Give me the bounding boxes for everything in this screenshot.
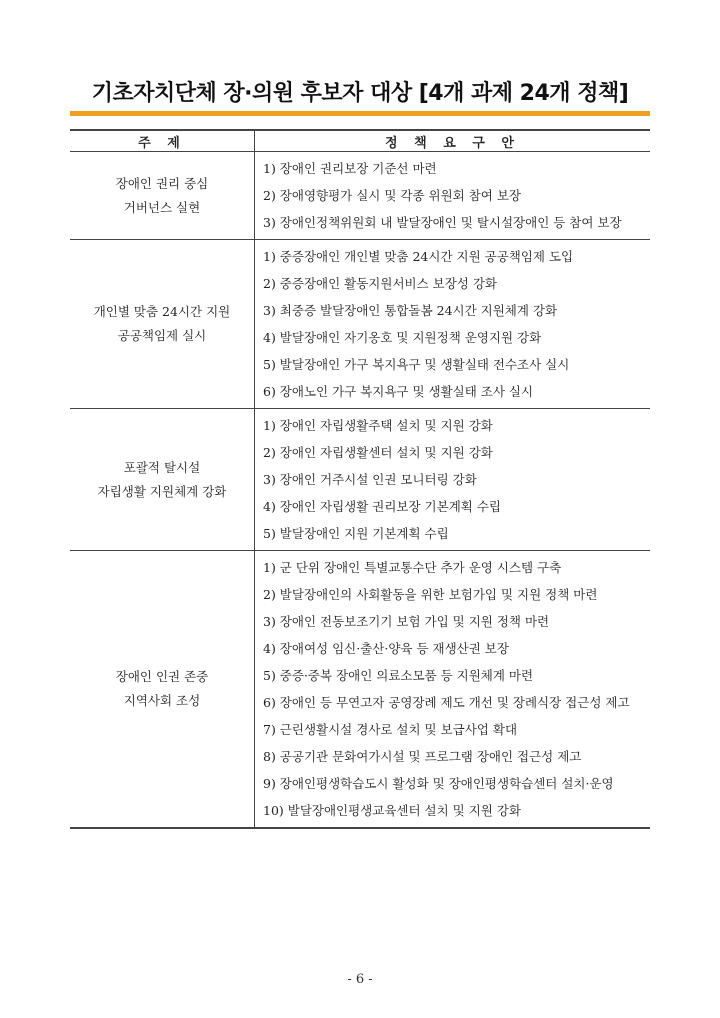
theme-text: 포괄적 탈시설 <box>123 459 201 475</box>
table-row <box>70 409 650 551</box>
policy-item: 5) 중증·중복 장애인 의료소모품 등 지원체계 마련 <box>263 668 534 683</box>
policy-item: 3) 장애인정책위원회 내 발달장애인 및 탈시설장애인 등 참여 보장 <box>263 215 622 230</box>
header-theme: 주 제 <box>70 130 255 152</box>
policy-item: 9) 장애인평생학습도시 활성화 및 장애인평생학습센터 설치·운영 <box>263 776 614 791</box>
header-policy: 정 책 요 구 안 <box>255 130 651 152</box>
title-underline <box>70 111 650 116</box>
theme-cell <box>70 152 255 240</box>
policy-cell <box>255 409 651 551</box>
policy-item: 3) 장애인 전동보조기기 보험 가입 및 지원 정책 마련 <box>263 614 550 629</box>
policy-item: 10) 발달장애인평생교육센터 설치 및 지원 강화 <box>263 803 522 818</box>
policy-cell <box>255 152 651 240</box>
theme-cell <box>70 240 255 409</box>
policy-item: 1) 장애인 권리보장 기준선 마련 <box>263 161 437 176</box>
table-row <box>70 240 650 409</box>
table-row <box>70 152 650 240</box>
page-number: - 6 - <box>347 972 373 987</box>
theme-text: 자립생활 지원체계 강화 <box>97 483 227 499</box>
policy-item: 2) 발달장애인의 사회활동을 위한 보험가입 및 지원 정책 마련 <box>263 587 598 602</box>
theme-cell <box>70 551 255 829</box>
policy-cell <box>255 551 651 829</box>
policy-item: 4) 장애인 자립생활 권리보장 기본계획 수립 <box>263 499 501 514</box>
theme-text: 장애인 인권 존중 <box>115 669 209 684</box>
policy-item: 4) 장애여성 임신·출산·양육 등 재생산권 보장 <box>263 641 509 656</box>
policy-item: 1) 군 단위 장애인 특별교통수단 추가 운영 시스템 구축 <box>263 560 562 575</box>
policy-item: 5) 발달장애인 가구 복지욕구 및 생활실태 전수조사 실시 <box>263 357 570 372</box>
policy-cell <box>255 240 651 409</box>
policy-item: 6) 장애인 등 무연고자 공영장례 제도 개선 및 장례식장 접근성 제고 <box>263 695 630 710</box>
theme-text: 거버넌스 실현 <box>123 199 201 215</box>
page-title: 기초자치단체 장·의원 후보자 대상 [4개 과제 24개 정책] <box>91 81 629 106</box>
policy-item: 6) 장애노인 가구 복지욕구 및 생활실태 조사 실시 <box>263 384 534 399</box>
theme-text: 지역사회 조성 <box>123 693 201 708</box>
policy-item: 3) 장애인 거주시설 인권 모니터링 강화 <box>263 472 477 487</box>
policy-item: 7) 근린생활시설 경사로 설치 및 보급사업 확대 <box>263 722 518 737</box>
theme-text: 개인별 맞춤 24시간 지원 <box>93 304 231 319</box>
policy-item: 2) 장애인 자립생활센터 설치 및 지원 강화 <box>263 445 493 460</box>
policy-item: 1) 장애인 자립생활주택 설치 및 지원 강화 <box>263 418 493 433</box>
policy-item: 4) 발달장애인 자기옹호 및 지원정책 운영지원 강화 <box>263 330 542 345</box>
table-header-row <box>70 130 650 152</box>
theme-text: 공공책임제 실시 <box>117 328 207 343</box>
policy-item: 1) 중증장애인 개인별 맞춤 24시간 지원 공공책임제 도입 <box>263 249 574 264</box>
table-row <box>70 551 650 829</box>
policy-item: 2) 장애영향평가 실시 및 각종 위원회 참여 보장 <box>263 188 521 203</box>
policy-table <box>70 129 650 829</box>
policy-item: 8) 공공기관 문화여가시설 및 프로그램 장애인 접근성 제고 <box>263 749 582 764</box>
policy-item: 5) 발달장애인 지원 기본계획 수립 <box>263 526 449 541</box>
theme-cell <box>70 409 255 551</box>
theme-text: 장애인 권리 중심 <box>115 175 209 191</box>
policy-item: 3) 최중증 발달장애인 통합돌봄 24시간 지원체계 강화 <box>263 303 558 318</box>
policy-item: 2) 중증장애인 활동지원서비스 보장성 강화 <box>263 276 497 291</box>
